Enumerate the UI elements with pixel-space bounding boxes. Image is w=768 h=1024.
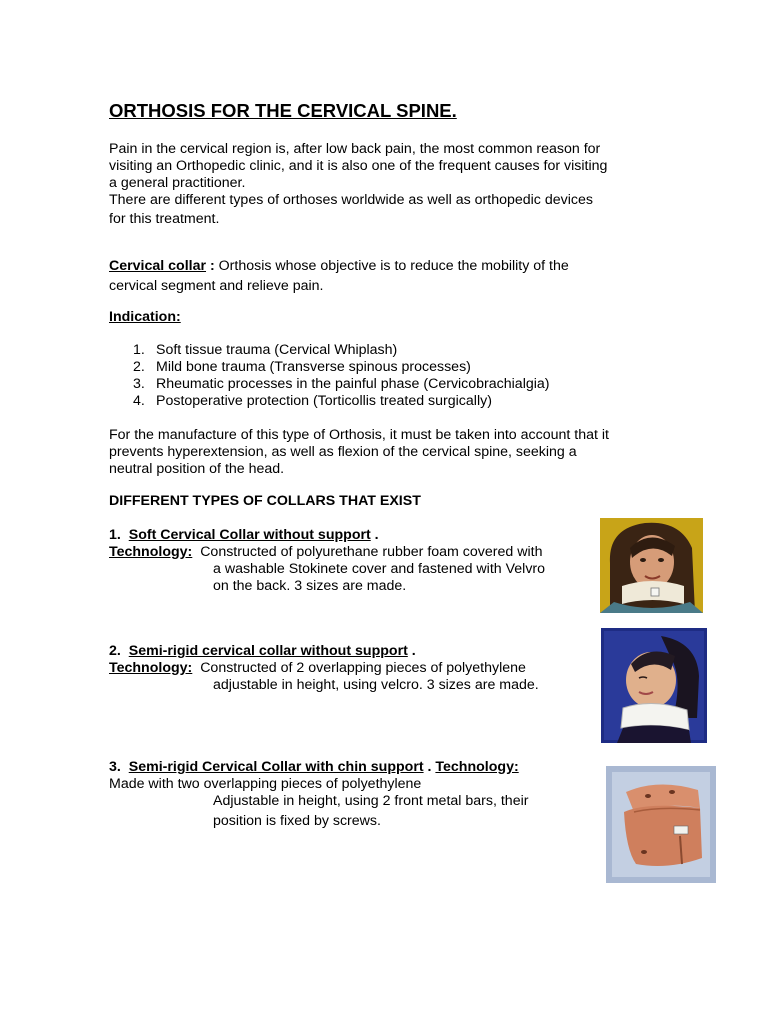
collar-3-tech-line: position is fixed by screws. [213,813,381,829]
cervical-collar-def: Orthosis whose objective is to reduce the mobility of the [214,258,569,274]
collar-1-after: . [370,527,379,543]
collar-3-tech-line: Adjustable in height, using 2 front metal bars, their [213,793,529,809]
list-item: 1. Soft tissue trauma (Cervical Whiplash) [133,342,398,358]
list-item: 3. Rheumatic processes in the painful phase (Cervicobrachialgia) [133,376,550,392]
collar-3-tech-line: Made with two overlapping pieces of polyethylene [109,776,422,792]
collar-1-number: 1. [109,527,121,543]
collar-3-name: Semi-rigid Cervical Collar with chin support [128,759,424,775]
soft-collar-photo [600,518,703,613]
cervical-collar-def-line2: cervical segment and relieve pain. [109,278,324,294]
collar-2-name: Semi-rigid cervical collar without support [128,643,408,659]
types-heading: DIFFERENT TYPES OF COLLARS THAT EXIST [109,493,421,509]
manufacture-line: prevents hyperextension, as well as flexion of the cervical spine, seeking a [109,444,577,460]
semi-rigid-collar-photo [601,628,707,743]
collar-2-tech-line: Constructed of 2 overlapping pieces of polyethylene [200,660,526,676]
cervical-collar-colon: : [206,258,215,274]
collar-1-section [109,527,545,595]
chin-support-collar-photo [606,766,716,883]
cervical-collar-definition [109,258,654,295]
collar-3-after: . [423,759,436,775]
intro-line: There are different types of orthoses worldwide as well as orthopedic devices [109,192,593,208]
collar-3-section [109,759,528,830]
intro-line: for this treatment. [109,211,220,227]
collar-1-name: Soft Cervical Collar without support [128,527,371,543]
collar-1-tech-line: Constructed of polyurethane rubber foam covered with [200,544,543,560]
manufacture-paragraph [109,427,654,478]
cervical-collar-term: Cervical collar [109,258,207,274]
collar-1-tech-label: Technology: [109,544,193,560]
intro-line: Pain in the cervical region is, after low back pain, the most common reason for [109,141,601,157]
intro-line: visiting an Orthopedic clinic, and it is also one of the frequent causes for visiting [109,158,608,174]
collar-2-tech-label: Technology: [109,660,193,676]
collar-1-tech-line: on the back. 3 sizes are made. [213,578,407,594]
intro-line: a general practitioner. [109,175,246,191]
page-title: ORTHOSIS FOR THE CERVICAL SPINE. [109,100,457,121]
intro-paragraph [109,141,654,228]
collar-1-tech-line: a washable Stokinete cover and fastened with Velvro [213,561,546,577]
indication-heading: Indication: [109,309,181,325]
collar-3-tech-label: Technology: [435,759,519,775]
list-item: 4. Postoperative protection (Torticollis treated surgically) [133,393,492,409]
collar-2-tech-line: adjustable in height, using velcro. 3 sizes are made. [213,677,539,693]
collar-2-number: 2. [109,643,121,659]
indication-list [133,342,550,410]
collar-2-section [109,643,539,694]
manufacture-line: For the manufacture of this type of Orthosis, it must be taken into account that it [109,427,609,443]
collar-3-number: 3. [109,759,121,775]
list-item: 2. Mild bone trauma (Transverse spinous processes) [133,359,471,375]
collar-2-after: . [407,643,416,659]
manufacture-line: neutral position of the head. [109,461,285,477]
